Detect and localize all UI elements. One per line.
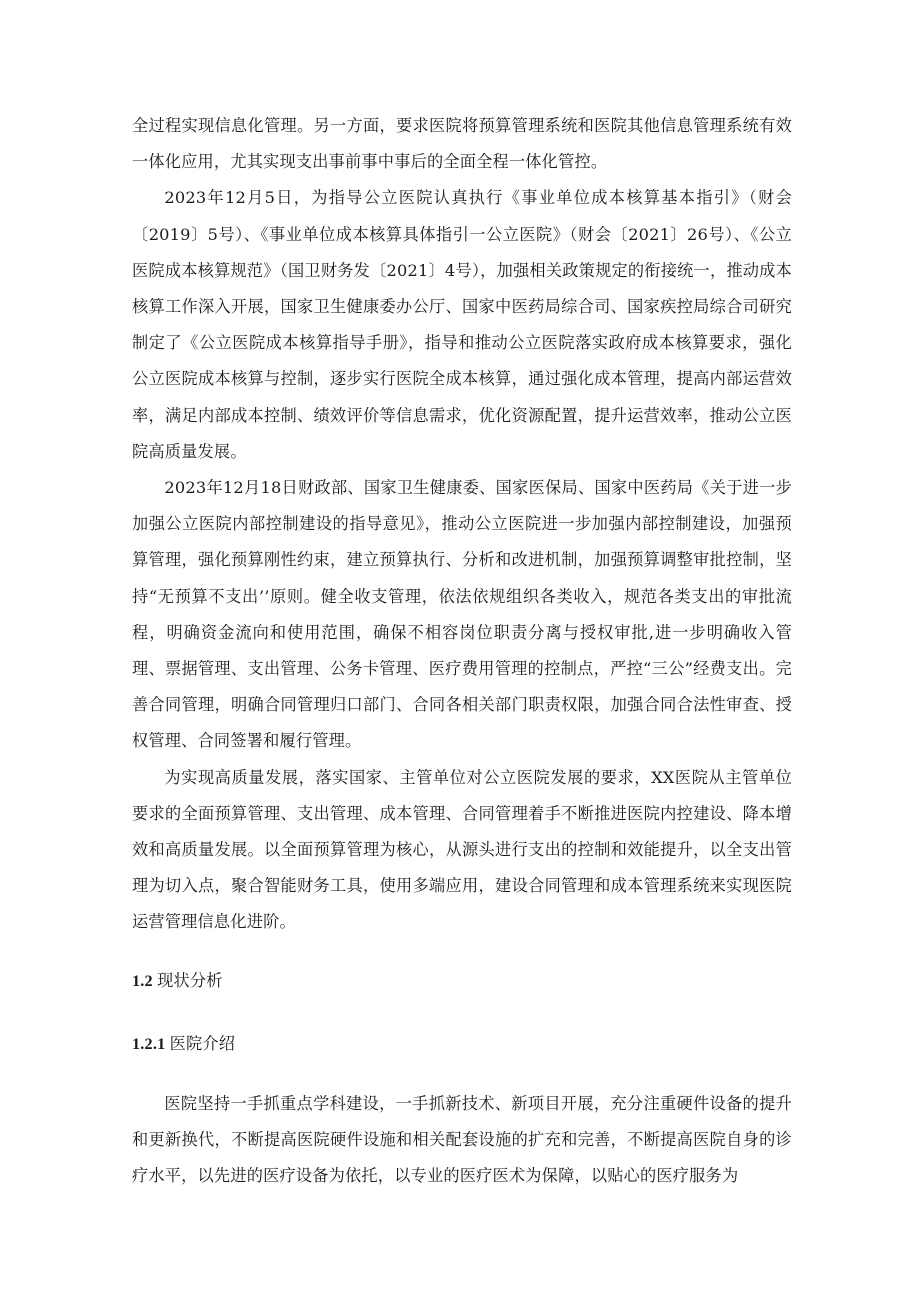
section-title: 现状分析 [157, 970, 223, 990]
section-number: 1.2 [132, 971, 158, 990]
section-title: 医院介绍 [169, 1033, 236, 1053]
section-heading-1-2 [132, 963, 792, 999]
paragraph-hospital-introduction: 医院坚持一手抓重点学科建设，一手抓新技术、新项目开展，充分注重硬件设备的提升和更新换代，不断提高医院硬件设施和相关配套设施的扩充和完善，不断提高医院自身的诊疗水平，以先进的医疗设备为依托，以专业的医疗医术为保障，以贴心的医疗服务为 [132, 1093, 792, 1186]
paragraph-internal-control-opinion: 2023年12月18日财政部、国家卫生健康委、国家医保局、国家中医药局《关于进一步加强公立医院内部控制建设的指导意见》，推动公立医院进一步加强内部控制建设，加强预算管理，强化预算刚性约束，建立预算执行、分析和改进机制，加强预算调整审批控制，坚持“无预算不支出’’原则。健全收支管理，依法依规组织各类收入，规范各类支出的审批流程，明确资金流向和使用范围，确保不相容岗位职责分离与授权审批,进一步明确收入管理、票据管理、支出管理、公务卡管理、医疗费用管理的控制点，严控“三公”经费支出。完善合同管理，明确合同管理归口部门、合同各相关部门职责权限，加强合同合法性审查、授权管理、合同签署和履行管理。 [132, 478, 792, 751]
section-heading-1-2-1 [132, 1026, 792, 1062]
paragraph-continuation: 全过程实现信息化管理。另一方面，要求医院将预算管理系统和医院其他信息管理系统有效一体化应用，尤其实现支出事前事中事后的全面全程一体化管控。 [132, 116, 792, 172]
section-number: 1.2.1 [132, 1034, 170, 1053]
paragraph-cost-accounting-guide: 2023年12月5日，为指导公立医院认真执行《事业单位成本核算基本指引》（财会〔2019〕5号）、《事业单位成本核算具体指引一公立医院》（财会〔2021〕26号）、《公立医院成本核算规范》（国卫财务发〔2021〕4号），加强相关政策规定的衔接统一，推动成本核算工作深入开展，国家卫生健康委办公厅、国家中医药局综合司、国家疾控局综合司研究制定了《公立医院成本核算指导手册》，指导和推动公立医院落实政府成本核算要求，强化公立医院成本核算与控制，逐步实行医院全成本核算，通过强化成本管理，提高内部运营效率，满足内部成本控制、绩效评价等信息需求，优化资源配置，提升运营效率，推动公立医院高质量发展。 [132, 188, 792, 461]
paragraph-high-quality-development: 为实现高质量发展，落实国家、主管单位对公立医院发展的要求，XX医院从主管单位要求的全面预算管理、支出管理、成本管理、合同管理着手不断推进医院内控建设、降本增效和高质量发展。以全面预算管理为核心，从源头进行支出的控制和效能提升，以全支出管理为切入点，聚合智能财务工具，使用多端应用，建设合同管理和成本管理系统来实现医院运营管理信息化进阶。 [132, 767, 792, 932]
